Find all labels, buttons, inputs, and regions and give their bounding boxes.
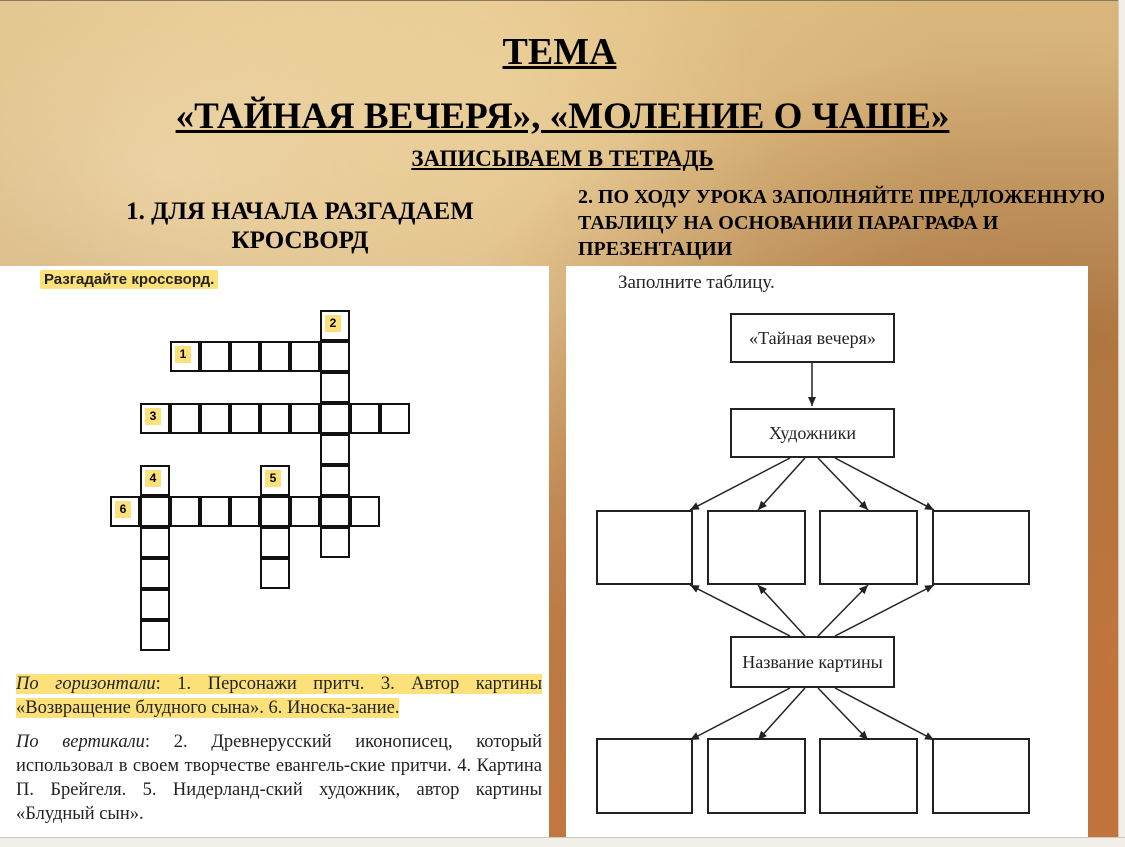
horizontal-text: : 1. Персонажи притч. 3. Автор картины «Возвращение блудного сына». 6. Иноска-зание. xyxy=(16,674,542,718)
box-painting-name: Название картины xyxy=(730,636,895,688)
crossword-cell[interactable] xyxy=(170,403,200,434)
vertical-label: По вертикали xyxy=(16,732,145,752)
crossword-cell[interactable] xyxy=(260,341,290,372)
crossword-cell[interactable] xyxy=(260,558,290,589)
crossword-number-4: 4 xyxy=(145,470,161,487)
box-artists: Художники xyxy=(730,408,895,458)
crossword-title: Разгадайте кроссворд. xyxy=(40,270,218,289)
crossword-cell[interactable] xyxy=(260,527,290,558)
crossword-cell[interactable] xyxy=(200,496,230,527)
crossword-cell[interactable] xyxy=(260,496,290,527)
lesson-title: «ТАЙНАЯ ВЕЧЕРЯ», «МОЛЕНИЕ О ЧАШЕ» xyxy=(175,96,950,137)
crossword-cell[interactable] xyxy=(260,403,290,434)
crossword-cell[interactable] xyxy=(290,341,320,372)
painting-answer-box-2[interactable] xyxy=(707,738,806,814)
crossword-cell[interactable] xyxy=(320,527,350,558)
crossword-cell[interactable] xyxy=(320,434,350,465)
table-title: Заполните таблицу. xyxy=(618,272,775,293)
crossword-cell[interactable] xyxy=(320,372,350,403)
crossword-cell[interactable] xyxy=(320,496,350,527)
artist-answer-box-1[interactable] xyxy=(596,510,693,585)
crossword-cell[interactable] xyxy=(320,403,350,434)
crossword-cell[interactable] xyxy=(290,496,320,527)
crossword-clues xyxy=(16,672,542,836)
crossword-cell[interactable] xyxy=(200,341,230,372)
crossword-number-2: 2 xyxy=(325,315,341,332)
artist-answer-box-2[interactable] xyxy=(707,510,806,585)
crossword-cell[interactable] xyxy=(290,403,320,434)
crossword-number-5: 5 xyxy=(265,470,281,487)
bottom-edge xyxy=(0,837,1125,847)
task1-heading: 1. ДЛЯ НАЧАЛА РАЗГАДАЕМ КРОСВОРД xyxy=(126,198,474,254)
crossword-cell[interactable] xyxy=(200,403,230,434)
crossword-cell[interactable] xyxy=(140,620,170,651)
crossword-cell[interactable] xyxy=(380,403,410,434)
crossword-cell[interactable] xyxy=(350,403,380,434)
horizontal-label: По горизонтали xyxy=(16,674,156,694)
crossword-cell[interactable] xyxy=(140,589,170,620)
painting-answer-box-4[interactable] xyxy=(932,738,1030,814)
crossword-cell[interactable] xyxy=(320,465,350,496)
crossword-cell[interactable] xyxy=(230,341,260,372)
crossword-cell[interactable] xyxy=(230,496,260,527)
horizontal-clues xyxy=(16,672,542,720)
crossword-cell[interactable] xyxy=(140,496,170,527)
task2-heading: 2. ПО ХОДУ УРОКА ЗАПОЛНЯЙТЕ ПРЕДЛОЖЕННУЮ ТАБЛИЦУ НА ОСНОВАНИИ ПАРАГРАФА И ПРЕЗЕНТАЦИИ xyxy=(578,186,1106,260)
painting-answer-box-1[interactable] xyxy=(596,738,693,814)
top-border xyxy=(0,0,1125,1)
crossword-cell[interactable] xyxy=(140,558,170,589)
box-last-supper: «Тайная вечеря» xyxy=(730,313,895,363)
notebook-instruction: ЗАПИСЫВАЕМ В ТЕТРАДЬ xyxy=(411,146,714,171)
crossword-number-3: 3 xyxy=(145,408,161,425)
topic-heading: ТЕМА xyxy=(502,31,617,73)
crossword-cell[interactable] xyxy=(320,341,350,372)
crossword-cell[interactable] xyxy=(230,403,260,434)
crossword-number-1: 1 xyxy=(175,346,191,363)
painting-answer-box-3[interactable] xyxy=(819,738,918,814)
vertical-clues xyxy=(16,730,542,826)
artist-answer-box-3[interactable] xyxy=(819,510,918,585)
crossword-cell[interactable] xyxy=(170,496,200,527)
artist-answer-box-4[interactable] xyxy=(932,510,1030,585)
crossword-number-6: 6 xyxy=(115,501,131,518)
crossword-cell[interactable] xyxy=(350,496,380,527)
vertical-text: : 2. Древнерусский иконописец, который использовал в своем творчестве евангель-ские притчи. 4. Картина П. Брейгеля. 5. Нидерланд-ский художник, автор картины «Блудный сын». xyxy=(16,732,542,824)
crossword-cell[interactable] xyxy=(140,527,170,558)
right-edge xyxy=(1118,0,1125,847)
